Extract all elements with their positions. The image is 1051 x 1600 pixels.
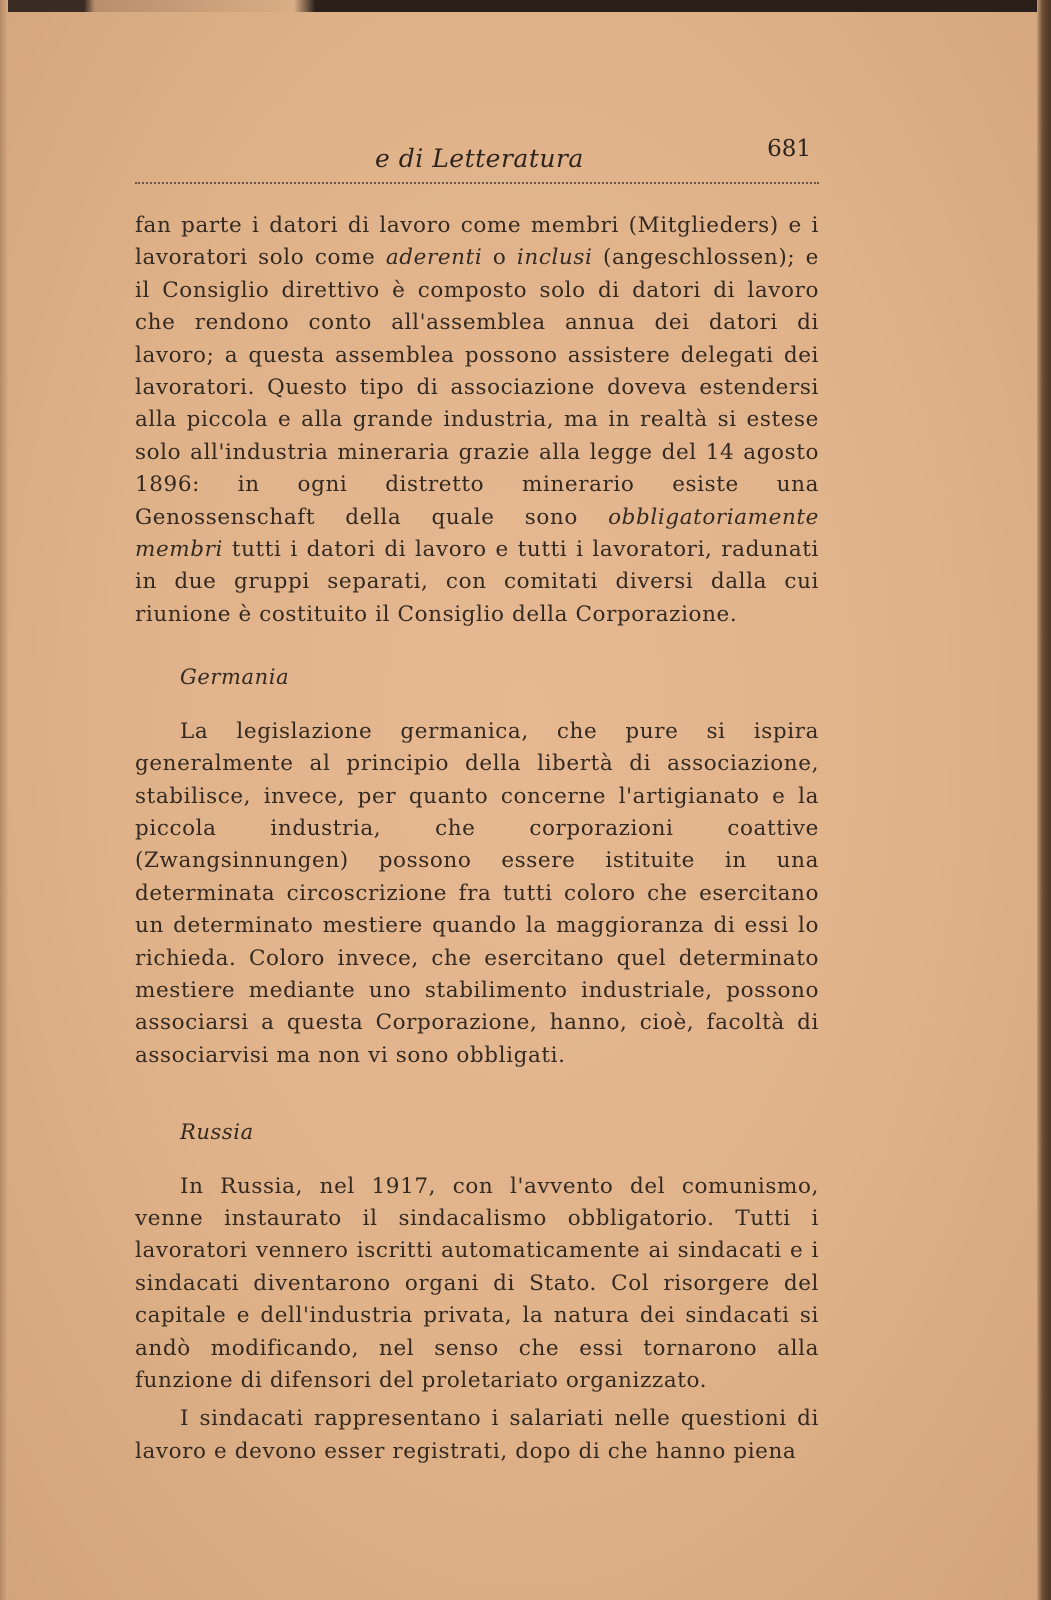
paragraph-1-italic-inclusi: inclusi bbox=[516, 245, 593, 271]
header-dotted-rule bbox=[135, 182, 819, 184]
paragraph-1-italic-aderenti: aderenti bbox=[385, 245, 483, 271]
paragraph-russia: In Russia, nel 1917, con l'avvento del comunismo, venne instaurato il sindacalismo obbligatorio. Tutti i lavoratori vennero iscritti automaticamente ai sindacati e i sindacati diventarono organi di Stato. Col risorgere del capitale e dell'industria privata, la natura dei sindacati si andò modificando, nel senso che essi tornarono alla funzione di difensori del proletariato organizzato. bbox=[135, 1173, 819, 1393]
paragraph-sindacati: I sindacati rappresentano i salariati nelle questioni di lavoro e devono esser registrati, dopo di che hanno piena bbox=[135, 1406, 819, 1464]
scan-top-edge bbox=[0, 0, 1051, 12]
section-heading-russia: Russia bbox=[180, 1120, 254, 1145]
running-head bbox=[135, 136, 819, 180]
paragraph-1-text-a: fan parte i datori di lavoro come membri (Mitglieders) e i lavoratori solo come bbox=[135, 213, 819, 271]
section-heading-germania: Germania bbox=[180, 665, 290, 690]
running-title: e di Letteratura bbox=[375, 144, 584, 173]
paragraph-1-text-c: (angeschlossen); e il Consiglio direttivo è composto solo di datori di lavoro che rendono conto all'assemblea annua dei datori di lavoro; a questa assemblea possono assistere delegati dei lavoratori. Questo tipo di associazione doveva estendersi alla piccola e alla grande industria, ma in realtà si estese solo all'industria mineraria grazie alla legge del 14 agosto 1896: in ogni distretto minerario esiste una Genossenschaft della quale sono bbox=[135, 245, 819, 530]
body-text bbox=[135, 210, 819, 1468]
scan-right-edge bbox=[1037, 0, 1051, 1600]
page-number: 681 bbox=[767, 136, 811, 162]
paragraph-1-text-b: o bbox=[482, 245, 517, 271]
paragraph-1-text-d: tutti i datori di lavoro e tutti i lavoratori, radunati in due gruppi separati, con comitati diversi dalla cui riunione è costituito il Consiglio della Corporazione. bbox=[135, 537, 819, 627]
paragraph-germania: La legislazione germanica, che pure si ispira generalmente al principio della libertà di associazione, stabilisce, invece, per quanto concerne l'artigianato e la piccola industria, che corporazioni coattive (Zwangsinnungen) possono essere istituite in una determinata circoscrizione fra tutti coloro che esercitano un determinato mestiere quando la maggioranza di essi lo richieda. Coloro invece, che esercitano quel determinato mestiere mediante uno stabilimento industriale, possono associarsi a questa Corporazione, hanno, cioè, facoltà di associarvisi ma non vi sono obbligati. bbox=[135, 718, 819, 1068]
scan-left-edge bbox=[0, 0, 8, 1600]
paragraph-1-italic-obbligatoriamente: obbligatoriamente membri bbox=[135, 504, 819, 563]
paragraph-1 bbox=[135, 210, 819, 631]
